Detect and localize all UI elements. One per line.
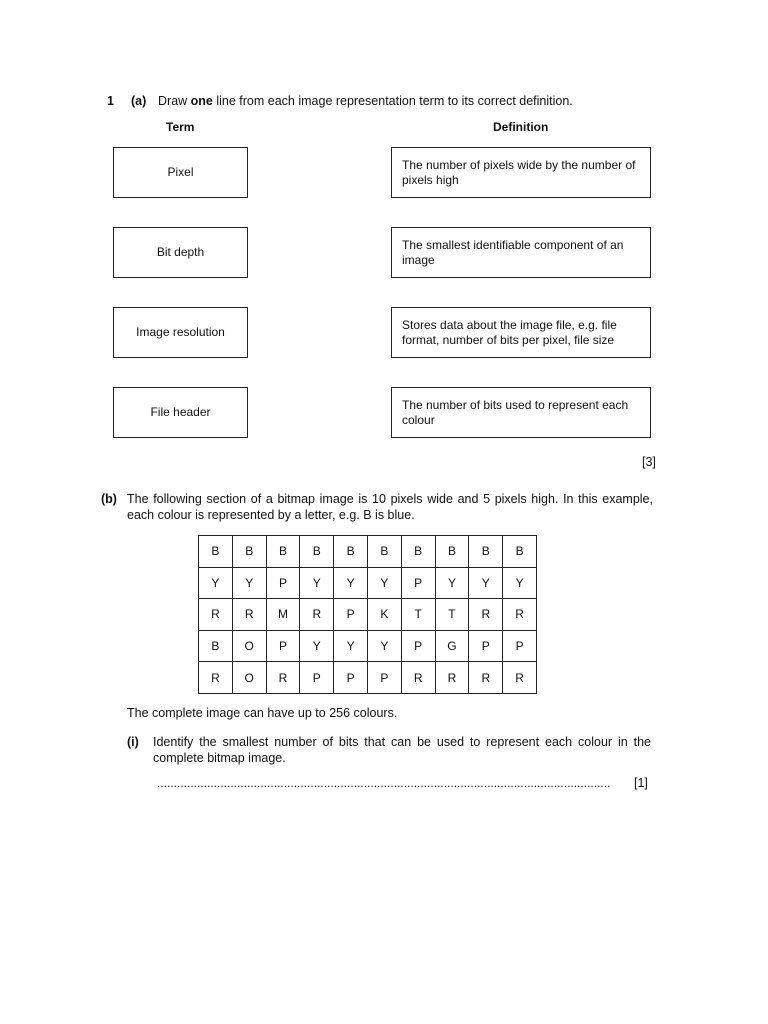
grid-cell: P xyxy=(401,630,435,662)
grid-row xyxy=(199,567,537,599)
grid-cell: T xyxy=(401,599,435,631)
grid-cell: B xyxy=(199,536,233,568)
grid-cell: R xyxy=(232,599,266,631)
grid-cell: Y xyxy=(367,630,401,662)
grid-cell: P xyxy=(266,567,300,599)
grid-cell: R xyxy=(300,599,334,631)
instruction-bold: one xyxy=(190,94,213,108)
part-a-instruction xyxy=(158,93,573,109)
definition-box-2[interactable] xyxy=(391,227,651,278)
grid-cell: P xyxy=(334,599,368,631)
grid-cell: P xyxy=(401,567,435,599)
grid-cell: Y xyxy=(367,567,401,599)
grid-cell: B xyxy=(232,536,266,568)
definition-box-3[interactable] xyxy=(391,307,651,358)
grid-row xyxy=(199,599,537,631)
part-b-label: (b) xyxy=(101,492,117,506)
term-box-image-resolution[interactable] xyxy=(113,307,248,358)
grid-cell: Y xyxy=(334,630,368,662)
grid-cell: B xyxy=(367,536,401,568)
grid-cell: P xyxy=(469,630,503,662)
term-box-bit-depth[interactable] xyxy=(113,227,248,278)
grid-cell: Y xyxy=(232,567,266,599)
part-a-marks: [3] xyxy=(642,455,656,469)
term-label: Bit depth xyxy=(156,245,205,259)
grid-cell: Y xyxy=(469,567,503,599)
grid-cell: B xyxy=(266,536,300,568)
term-header: Term xyxy=(166,120,195,134)
definition-box-4[interactable] xyxy=(391,387,651,438)
grid-cell: Y xyxy=(300,567,334,599)
term-label: File header xyxy=(150,405,211,419)
definition-header: Definition xyxy=(493,120,549,134)
grid-cell: R xyxy=(401,662,435,694)
grid-cell: Y xyxy=(334,567,368,599)
grid-row xyxy=(199,630,537,662)
grid-cell: P xyxy=(266,630,300,662)
grid-cell: B xyxy=(469,536,503,568)
grid-cell: P xyxy=(367,662,401,694)
grid-cell: T xyxy=(435,599,469,631)
definition-text: Stores data about the image file, e.g. file format, number of bits per pixel, file size xyxy=(402,318,617,347)
grid-cell: R xyxy=(266,662,300,694)
grid-cell: M xyxy=(266,599,300,631)
term-box-file-header[interactable] xyxy=(113,387,248,438)
grid-cell: R xyxy=(469,662,503,694)
grid-cell: G xyxy=(435,630,469,662)
grid-cell: O xyxy=(232,630,266,662)
question-number: 1 xyxy=(107,94,114,108)
grid-cell: B xyxy=(503,536,537,568)
instruction-post: line from each image representation term to its correct definition. xyxy=(212,94,573,108)
grid-cell: Y xyxy=(503,567,537,599)
grid-cell: P xyxy=(334,662,368,694)
grid-cell: R xyxy=(199,599,233,631)
grid-row xyxy=(199,662,537,694)
grid-cell: K xyxy=(367,599,401,631)
grid-cell: O xyxy=(232,662,266,694)
grid-cell: Y xyxy=(300,630,334,662)
grid-cell: B xyxy=(435,536,469,568)
grid-cell: B xyxy=(334,536,368,568)
grid-cell: R xyxy=(503,599,537,631)
answer-line[interactable]: ........................................................................................................................................ xyxy=(157,776,611,790)
definition-text: The smallest identifiable component of an image xyxy=(402,238,624,267)
sub-i-text: Identify the smallest number of bits that can be used to represent each colour in the complete bitmap image. xyxy=(153,735,651,765)
definition-text: The number of pixels wide by the number of pixels high xyxy=(402,158,636,187)
grid-cell: B xyxy=(199,630,233,662)
part-a-label: (a) xyxy=(131,94,147,108)
definition-text: The number of bits used to represent each colour xyxy=(402,398,629,427)
grid-cell: R xyxy=(503,662,537,694)
grid-cell: Y xyxy=(199,567,233,599)
term-label: Image resolution xyxy=(136,325,225,339)
grid-cell: R xyxy=(469,599,503,631)
bitmap-grid xyxy=(198,535,537,694)
colours-text: The complete image can have up to 256 colours. xyxy=(127,706,398,720)
term-box-pixel[interactable] xyxy=(113,147,248,198)
definition-box-1[interactable] xyxy=(391,147,651,198)
sub-i-marks: [1] xyxy=(634,776,648,790)
term-label: Pixel xyxy=(167,165,194,179)
grid-cell: B xyxy=(300,536,334,568)
grid-cell: P xyxy=(503,630,537,662)
grid-cell: Y xyxy=(435,567,469,599)
instruction-pre: Draw xyxy=(158,94,191,108)
grid-row xyxy=(199,536,537,568)
grid-cell: P xyxy=(300,662,334,694)
grid-cell: B xyxy=(401,536,435,568)
grid-cell: R xyxy=(199,662,233,694)
part-b-text: The following section of a bitmap image is 10 pixels wide and 5 pixels high. In this example, each colour is represented by a letter, e.g. B is blue. xyxy=(127,492,653,522)
sub-i-label: (i) xyxy=(127,735,139,749)
grid-cell: R xyxy=(435,662,469,694)
